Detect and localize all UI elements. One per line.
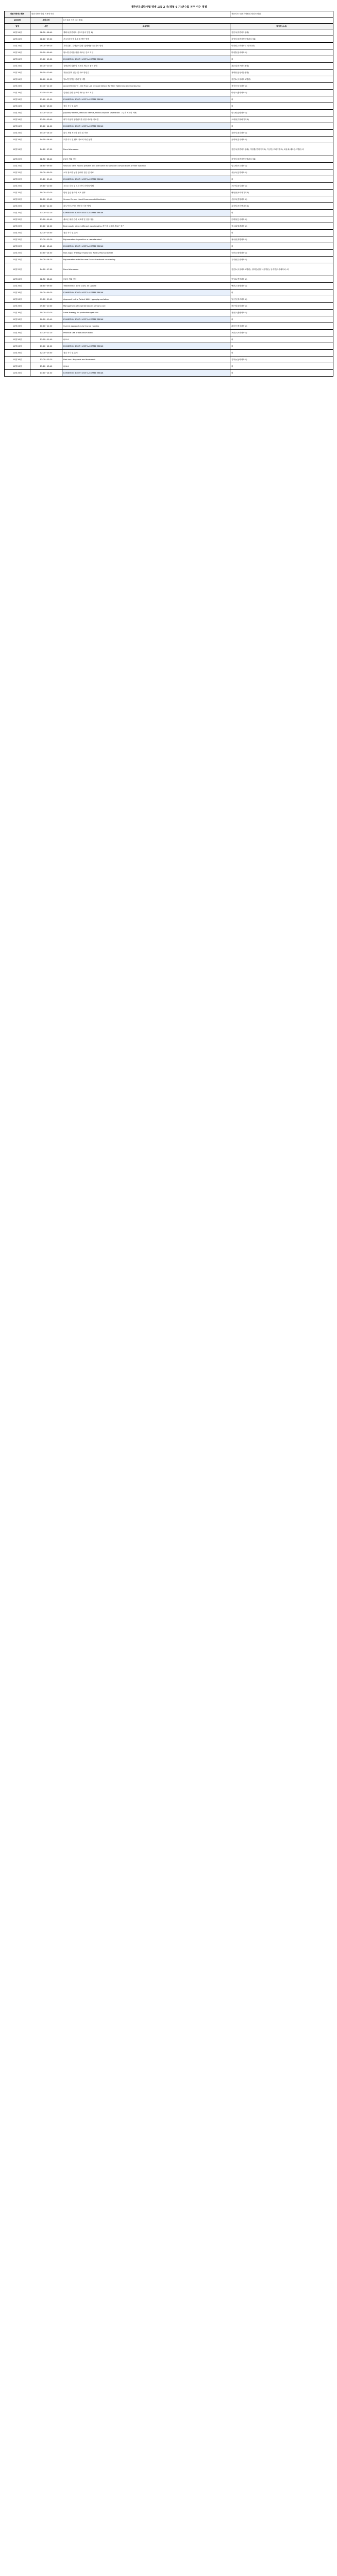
cell-topic: Q & A — [62, 336, 230, 343]
cell-speaker: 외 — [230, 316, 333, 323]
cell-speaker: 외 — [230, 370, 333, 377]
cell-topic: EXHIBITION BOOTH VISIT & COFFEE BREAK — [62, 210, 230, 216]
cell-topic: Hair loss: diagnosis and treatment — [62, 357, 230, 363]
table-row — [5, 63, 333, 70]
cell-date: 11월 25일 — [5, 257, 30, 263]
cell-time: 14:00~14:20 — [30, 130, 62, 137]
cell-topic: 당뇨병 관리를 위한 새로운 진료 지침 — [62, 49, 230, 56]
cell-speaker: 정태민(삼성서울병원) — [230, 70, 333, 76]
cell-time: 11:40~12:00 — [30, 96, 62, 103]
cell-date: 11월 24일 — [5, 83, 30, 90]
table-row — [5, 363, 333, 370]
cell-time: 11:40~12:00 — [30, 343, 62, 350]
cell-speaker: 홍지민(순천향대학교) — [230, 203, 333, 210]
cell-speaker: 외 — [230, 243, 333, 250]
table-row — [5, 156, 333, 163]
cell-speaker: 외 — [230, 343, 333, 350]
cell-topic: Panel discussion — [62, 143, 230, 156]
cell-speaker: 외 — [230, 123, 333, 130]
cell-speaker: 강민지(경희대학교) — [230, 130, 333, 137]
document-title: 대한전문의학사협 평생 교육 2 기(평협 6 기)연수회 전주 이수 평점 — [130, 6, 207, 9]
cell-time: 09:20~09:40 — [30, 296, 62, 303]
cell-date: 11월 24일 — [5, 76, 30, 83]
cell-time: 13:00~13:20 — [30, 357, 62, 363]
cell-topic: 모발 이식 및 탈모 치료의 최신 동향 — [62, 137, 230, 143]
table-row — [5, 110, 333, 116]
cell-topic: Laser therapy for photodamaged skin — [62, 310, 230, 316]
cell-date: 11월 24일 — [5, 63, 30, 70]
cell-speaker: 오세영(가톨릭대학교) — [230, 116, 333, 123]
table-row — [5, 170, 333, 176]
table-row — [5, 357, 333, 363]
table-row — [5, 303, 333, 310]
cell-time: 08:40~09:00 — [30, 36, 62, 43]
cell-time: 11:00~11:20 — [30, 83, 62, 90]
table-row — [5, 370, 333, 377]
cell-speaker: 외 — [230, 363, 333, 370]
cell-topic: Accord FinishTM - the Final Low Invasive Device for Skin Tightening and Contouring — [62, 83, 230, 90]
table-row — [5, 263, 333, 276]
table-row — [5, 203, 333, 210]
cell-date: 11월 25일 — [5, 263, 30, 276]
cell-speaker: 정지은(동국대학교) — [230, 83, 333, 90]
cell-time: 09:00~09:20 — [30, 290, 62, 296]
cell-speaker: 허은정(강원대학교) — [230, 303, 333, 310]
cell-date: 11월 24일 — [5, 137, 30, 143]
cell-topic: EXHIBITION BOOTH VISIT & COFFEE BREAK — [62, 290, 230, 296]
cell-date: 11월 25일 — [5, 230, 30, 236]
cell-date: 11월 26일 — [5, 350, 30, 357]
cell-speaker: 유지원(부산대학교) — [230, 257, 333, 263]
cell-time: 13:20~13:40 — [30, 243, 62, 250]
cell-speaker: 배성현(차의과대학교) — [230, 190, 333, 196]
cell-speaker: 김영진(대한가정의학과의사회) — [230, 36, 333, 43]
cell-time: 11:20~11:40 — [30, 90, 62, 96]
table-row — [5, 216, 333, 223]
cell-speaker: 장소희(원광대학교) — [230, 223, 333, 230]
cell-time: 08:40~09:00 — [30, 283, 62, 290]
cell-time: 08:40~09:00 — [30, 163, 62, 170]
cell-topic: 점심 식사 및 휴식 — [62, 230, 230, 236]
cell-topic: Practical use of botulinum toxin — [62, 330, 230, 336]
cell-time: 10:40~11:00 — [30, 76, 62, 83]
cell-date: 11월 24일 — [5, 143, 30, 156]
cell-date: 11월 25일 — [5, 156, 30, 163]
cell-time: 13:40~14:00 — [30, 123, 62, 130]
cell-topic: Q & A — [62, 363, 230, 370]
org-value: 대한가정의학회 외 6개 학회 — [30, 11, 230, 18]
table-row — [5, 310, 333, 316]
table-row — [5, 163, 333, 170]
cell-topic: EXHIBITION BOOTH VISIT & COFFEE BREAK — [62, 56, 230, 63]
cell-date: 11월 24일 — [5, 56, 30, 63]
cell-speaker: 전상우(충남대학교) — [230, 310, 333, 316]
table-row — [5, 210, 333, 216]
cell-time: 10:20~10:40 — [30, 316, 62, 323]
cell-time: 10:40~11:00 — [30, 323, 62, 330]
cell-time: 13:40~14:00 — [30, 370, 62, 377]
cell-speaker: 남궁민(제주대학교) — [230, 296, 333, 303]
table-row — [5, 250, 333, 257]
cell-speaker: 외 — [230, 336, 333, 343]
cell-topic: 피부 미용과 영양관리를 위한 새로운 치료법 — [62, 116, 230, 123]
cell-time: 09:20~09:40 — [30, 49, 62, 56]
table-row — [5, 103, 333, 110]
cell-date: 11월 26일 — [5, 296, 30, 303]
cell-date: 11월 25일 — [5, 190, 30, 196]
cell-time: 11:00~11:20 — [30, 210, 62, 216]
table-row — [5, 143, 333, 156]
table-row — [5, 223, 333, 230]
cell-topic: 기초임상의학 추세 및 발전 방향 — [62, 36, 230, 43]
cell-topic: EXHIBITION BOOTH VISIT & COFFEE BREAK — [62, 176, 230, 183]
cell-date: 11월 25일 — [5, 210, 30, 216]
cell-speaker: 서동욱(인하대학교) — [230, 170, 333, 176]
cell-speaker: 김하늘(동아대학교) — [230, 357, 333, 363]
table-row — [5, 230, 333, 236]
cell-time: 09:40~10:00 — [30, 303, 62, 310]
cell-speaker: 문태영(단국대학교) — [230, 216, 333, 223]
cell-date: 11월 24일 — [5, 43, 30, 49]
cell-date: 11월 26일 — [5, 370, 30, 377]
cell-time: 11:20~11:40 — [30, 216, 62, 223]
cell-topic: EXHIBITION BOOTH VISIT & COFFEE BREAK — [62, 316, 230, 323]
table-row — [5, 343, 333, 350]
cell-topic: Severe Chronic Hand Eczema and Alitretinoin — [62, 196, 230, 203]
cell-topic: 심혈관계 질환 및 치료의 새로운 접근 방법 — [62, 63, 230, 70]
cell-speaker: 박정훈(연세대학교) — [230, 49, 333, 56]
header-date: 일정 — [5, 24, 30, 29]
cell-speaker: 외 — [230, 103, 333, 110]
cell-time: 11:40~12:00 — [30, 223, 62, 230]
cell-date: 11월 25일 — [5, 243, 30, 250]
cell-time: 08:30~08:40 — [30, 29, 62, 36]
table-row — [5, 296, 333, 303]
cell-date: 11월 26일 — [5, 290, 30, 296]
header-speaker: 강사명(소속) — [230, 24, 333, 29]
cell-topic: 리도카인 주사의 안전한 사용 방법 — [62, 203, 230, 210]
cell-date: 11월 26일 — [5, 357, 30, 363]
cell-time: 09:00~09:20 — [30, 43, 62, 49]
cell-topic: EXHIBITION BOOTH VISIT & COFFEE BREAK — [62, 370, 230, 377]
cell-topic: 자율신경계 진단 및 치료 방법론 — [62, 70, 230, 76]
cell-speaker: 김영진(대한가정의학과의사회) — [230, 156, 333, 163]
cell-time: 13:20~13:40 — [30, 363, 62, 370]
cell-topic: Panel discussion — [62, 263, 230, 276]
table-row — [5, 36, 333, 43]
cell-time: 12:00~13:00 — [30, 350, 62, 357]
cell-date: 11월 24일 — [5, 49, 30, 56]
cell-date: 11월 24일 — [5, 90, 30, 96]
cell-time: 13:40~14:00 — [30, 250, 62, 257]
cell-time: 10:00~10:20 — [30, 310, 62, 316]
cell-speaker: 이상민(고려대학교 의과대학) — [230, 43, 333, 49]
table-row — [5, 243, 333, 250]
info-row-place — [5, 18, 333, 24]
cell-topic: Non-Sugar Therapy: Hyaluronic Acid & Polynucleotide — [62, 250, 230, 257]
cell-time: 11:00~11:20 — [30, 330, 62, 336]
cell-time: 13:00~13:20 — [30, 110, 62, 116]
cell-speaker: 신유리(중앙대학교) — [230, 196, 333, 203]
cell-speaker: 한수빈(한림대학교) — [230, 110, 333, 116]
cell-topic: EXHIBITION BOOTH VISIT & COFFEE BREAK — [62, 343, 230, 350]
cell-speaker: 조은비(을지대학교) — [230, 183, 333, 190]
cell-date: 11월 25일 — [5, 236, 30, 243]
cell-speaker: 권나연(계명대학교) — [230, 236, 333, 243]
cell-date: 11월 24일 — [5, 123, 30, 130]
cell-time: 14:20~17:00 — [30, 263, 62, 276]
cell-time: 10:40~11:00 — [30, 203, 62, 210]
cell-topic: 새로운 체중 관리 치료제 및 임상 적용 — [62, 216, 230, 223]
cell-time: 09:00~09:20 — [30, 170, 62, 176]
cell-date: 11월 26일 — [5, 336, 30, 343]
cell-date: 11월 24일 — [5, 110, 30, 116]
cell-time: 10:00~10:20 — [30, 190, 62, 196]
cell-date: 11월 25일 — [5, 163, 30, 170]
cell-topic: 2일차 개회 인사 — [62, 156, 230, 163]
cell-date: 11월 25일 — [5, 250, 30, 257]
cell-speaker: 백현주(전남대학교) — [230, 283, 333, 290]
table-row — [5, 183, 333, 190]
table-row — [5, 90, 333, 96]
cell-speaker: 외 — [230, 230, 333, 236]
cell-speaker: 송민호(영남대학교) — [230, 250, 333, 257]
cell-topic: Treatment of acne scars: an update — [62, 283, 230, 290]
cell-date: 11월 25일 — [5, 183, 30, 190]
cell-topic: Best results with 4 different wavelengths: 레이저 치료의 새로운 접근 — [62, 223, 230, 230]
table-row — [5, 283, 333, 290]
table-row — [5, 257, 333, 263]
cell-speaker: 외 — [230, 96, 333, 103]
cell-speaker: 외 — [230, 56, 333, 63]
header-topic: 교육제목 — [62, 24, 230, 29]
table-row — [5, 330, 333, 336]
cell-time: 08:30~08:40 — [30, 276, 62, 283]
table-row — [5, 56, 333, 63]
cell-topic: papillary dermis, reticular dermis, fibrous septum separation: 고주파 치료의 이해 — [62, 110, 230, 116]
cell-topic: 점심 식사 및 휴식 — [62, 350, 230, 357]
table-row — [5, 123, 333, 130]
table-row — [5, 96, 333, 103]
cell-date: 11월 26일 — [5, 276, 30, 283]
cell-speaker: 임수연(아주대학교) — [230, 163, 333, 170]
cell-date: 11월 26일 — [5, 316, 30, 323]
cell-topic: EXHIBITION BOOTH VISIT & COFFEE BREAK — [62, 243, 230, 250]
cell-speaker: 이성호(충북대학교) — [230, 276, 333, 283]
cell-topic: Current approaches to thyroid nodules — [62, 323, 230, 330]
cell-date: 11월 26일 — [5, 323, 30, 330]
cell-date: 11월 25일 — [5, 170, 30, 176]
cell-topic: Management of hypertension in primary care — [62, 303, 230, 310]
cell-speaker: 윤재혁(건국대학교) — [230, 137, 333, 143]
cell-date: 11월 25일 — [5, 196, 30, 203]
cell-topic: EXHIBITION BOOTH VISIT & COFFEE BREAK — [62, 96, 230, 103]
cell-date: 11월 24일 — [5, 103, 30, 110]
cell-date: 11월 26일 — [5, 343, 30, 350]
cell-speaker: 외 — [230, 350, 333, 357]
org-label: 대한의학연수협회 — [5, 11, 30, 18]
cell-time: 14:00~14:20 — [30, 257, 62, 263]
cell-topic: 갑상선 질환 진료의 새로운 치료 지침 — [62, 90, 230, 96]
cell-topic: 개회사(대한의학 심포지움의 발전 1) — [62, 29, 230, 36]
schedule-page — [4, 4, 333, 377]
cell-topic: 호르몬 치료 및 노화 방지 의학의 이해 — [62, 183, 230, 190]
cell-date: 11월 24일 — [5, 116, 30, 123]
cell-date: 11월 24일 — [5, 96, 30, 103]
info-row-org — [5, 11, 333, 18]
cell-topic: 피부 재생 치료의 원리 및 적용 — [62, 130, 230, 137]
cell-topic: Approach to the Patient With Hyperpigmentation — [62, 296, 230, 303]
cell-speaker: 최윤희(세브란스병원) — [230, 63, 333, 70]
cell-topic: EXHIBITION BOOTH VISIT & COFFEE BREAK — [62, 123, 230, 130]
table-row — [5, 43, 333, 49]
table-row — [5, 336, 333, 343]
cell-date: 11월 24일 — [5, 70, 30, 76]
table-row — [5, 130, 333, 137]
cell-time: 12:00~13:00 — [30, 103, 62, 110]
cell-speaker: 외 — [230, 176, 333, 183]
cell-speaker: 외 — [230, 210, 333, 216]
cell-date: 11월 26일 — [5, 330, 30, 336]
cell-time: 09:40~10:00 — [30, 56, 62, 63]
table-row — [5, 236, 333, 243]
cell-time: 11:20~11:40 — [30, 336, 62, 343]
cell-date: 11월 25일 — [5, 203, 30, 210]
cell-date: 11월 26일 — [5, 283, 30, 290]
place-value-2: 6시 3/3 시간 (6시 3/3) — [62, 18, 333, 24]
cell-date: 11월 24일 — [5, 130, 30, 137]
table-row — [5, 83, 333, 90]
cell-topic: 기타질환 - 심혈관계질환 (심방세동 등) 치료 방향 — [62, 43, 230, 49]
org-value-2: 전문의 6 시간(의사협회 평점 6 평점) — [230, 11, 333, 18]
table-row — [5, 190, 333, 196]
cell-time: 09:20~09:40 — [30, 176, 62, 183]
cell-topic: 소아 청소년 성장 장애의 진단 및 치료 — [62, 170, 230, 176]
table-row — [5, 323, 333, 330]
cell-date: 11월 26일 — [5, 310, 30, 316]
cell-topic: 3일차 개회 인사 — [62, 276, 230, 283]
cell-speaker: 김민수(서울대학교병원) — [230, 76, 333, 83]
cell-topic: Rejuvenation in practice: a new standard — [62, 236, 230, 243]
table-row — [5, 29, 333, 36]
cell-time: 13:00~13:20 — [30, 236, 62, 243]
header-time: 시간 — [30, 24, 62, 29]
cell-date: 11월 24일 — [5, 29, 30, 36]
schedule-table — [4, 4, 333, 377]
cell-time: 10:00~10:20 — [30, 63, 62, 70]
table-row — [5, 116, 333, 123]
cell-topic: 만성 통증 환자의 치료 전략 — [62, 190, 230, 196]
cell-time: 10:20~10:40 — [30, 70, 62, 76]
cell-topic: 점심 식사 및 휴식 — [62, 103, 230, 110]
table-row — [5, 196, 333, 203]
cell-date: 11월 26일 — [5, 363, 30, 370]
table-header — [5, 24, 333, 29]
place-value: 세미나장 — [30, 18, 62, 24]
cell-time: 08:30~08:40 — [30, 156, 62, 163]
cell-speaker: 외 — [230, 290, 333, 296]
cell-date: 11월 26일 — [5, 303, 30, 310]
cell-topic: 당뇨병 합병증 관리 및 예방 — [62, 76, 230, 83]
cell-time: 13:20~13:40 — [30, 116, 62, 123]
cell-topic: Vascular care: how to prevent and overcome the vascular complications of filler injection — [62, 163, 230, 170]
cell-date: 11월 25일 — [5, 176, 30, 183]
cell-date: 11월 24일 — [5, 36, 30, 43]
cell-time: 09:40~10:00 — [30, 183, 62, 190]
cell-speaker: 김현석(대한의사협회) — [230, 29, 333, 36]
cell-date: 11월 25일 — [5, 216, 30, 223]
table-row — [5, 176, 333, 183]
table-row — [5, 137, 333, 143]
cell-time: 14:20~14:40 — [30, 137, 62, 143]
cell-speaker: 곽다은(경상대학교) — [230, 323, 333, 330]
table-row — [5, 290, 333, 296]
place-label: 1000원 — [5, 18, 30, 24]
table-row — [5, 276, 333, 283]
table-row — [5, 316, 333, 323]
cell-speaker: 김현석(대한의사협회), 박정훈(연세대학교), 이상민(고려대학교), 최윤희(세브란스병원) 외 — [230, 143, 333, 156]
cell-speaker: 이성호(충북대학교) — [230, 90, 333, 96]
cell-time: 10:20~10:40 — [30, 196, 62, 203]
cell-date: 11월 25일 — [5, 223, 30, 230]
cell-speaker: 표진우(조선대학교) — [230, 330, 333, 336]
cell-time: 12:00~13:00 — [30, 230, 62, 236]
table-row — [5, 70, 333, 76]
cell-speaker: 김민수(서울대학교병원), 정태민(삼성서울병원), 임수연(아주대학교) 외 — [230, 263, 333, 276]
cell-topic: Rejuvenation with the new Fraxel: fractional resurfacing — [62, 257, 230, 263]
table-row — [5, 76, 333, 83]
table-row — [5, 49, 333, 56]
cell-time: 14:40~17:00 — [30, 143, 62, 156]
table-row — [5, 350, 333, 357]
